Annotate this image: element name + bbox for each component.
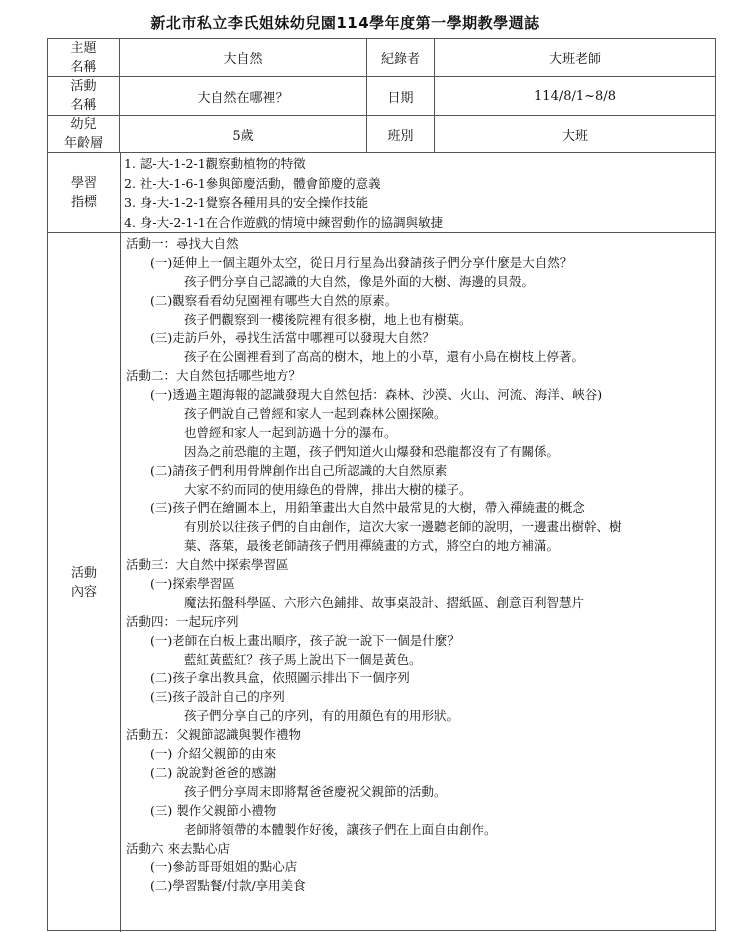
content-lines xyxy=(120,235,715,896)
activity-step: (二)孩子拿出教具盒，依照圖示排出下一個序列 xyxy=(150,670,410,686)
activity-heading: 活動六 來去點心店 xyxy=(126,840,230,856)
goal-item: 3. 身-大-1-2-1覺察各種用具的安全操作技能 xyxy=(124,195,369,210)
activity-step: (三)走訪戶外，尋找生活當中哪裡可以發現大自然？ xyxy=(150,330,435,346)
recorder-value: 大班老師 xyxy=(548,52,601,67)
activity-note: 藍紅黃藍紅？孩子馬上說出下一個是黃色。 xyxy=(184,651,422,667)
activity-heading: 活動二：大自然包括哪些地方？ xyxy=(126,368,302,384)
activity-step: (二)學習點餐/付款/享用美食 xyxy=(150,878,306,894)
content-label: 活動 內容 xyxy=(48,233,121,932)
activity-step: (三)孩子設計自己的序列 xyxy=(150,689,285,705)
activity-step: (一)老師在白板上畫出順序，孩子說一說下一個是什麼？ xyxy=(150,632,460,648)
activity-step: (一)延伸上一個主題外太空，從日月行星為出發請孩子們分享什麼是大自然？ xyxy=(150,254,573,270)
activity-note: 魔法拓盤科學區、六形六色鋪排、故事桌設計、摺紙區、創意百利智慧片 xyxy=(184,594,585,610)
activity-row xyxy=(48,77,715,116)
recorder-label: 紀錄者 xyxy=(367,39,435,76)
activity-heading: 活動四：一起玩序列 xyxy=(126,613,239,629)
activity-note: 孩子們觀察到一樓後院裡有很多樹，地上也有樹葉。 xyxy=(184,311,472,327)
activity-step: (三)孩子們在繪圖本上，用鉛筆畫出大自然中最常見的大樹，帶入禪繞畫的概念 xyxy=(150,500,585,516)
activity-step: (一)透過主題海報的認識發現大自然包括：森林、沙漠、火山、河流、海洋、峽谷) xyxy=(150,387,603,403)
age-label: 幼兒 年齡層 xyxy=(48,116,120,152)
content-row xyxy=(48,233,715,932)
activity-note: 孩子們分享自己的序列，有的用顏色有的用形狀。 xyxy=(184,708,460,724)
class-label: 班別 xyxy=(367,116,435,152)
activity-note: 老師將領帶的本體製作好後，讓孩子們在上面自由創作。 xyxy=(184,821,497,837)
activity-step: (二)觀察看看幼兒園裡有哪些大自然的原素。 xyxy=(150,292,398,308)
goal-item: 1. 認-大-1-2-1觀察動植物的特徵 xyxy=(124,156,306,171)
goal-item: 2. 社-大-1-6-1參與節慶活動，體會節慶的意義 xyxy=(124,175,381,191)
activity-note: 孩子們說自己曾經和家人一起到森林公園探險。 xyxy=(184,406,447,422)
activity-step: (二) 說說對爸爸的感謝 xyxy=(150,764,277,780)
journal-table xyxy=(47,38,716,931)
activity-step: (一) 介紹父親節的由來 xyxy=(150,746,277,762)
activity-heading: 活動一：尋找大自然 xyxy=(126,236,239,251)
activity-step: (三) 製作父親節小禮物 xyxy=(150,802,277,818)
activity-note: 因為之前恐龍的主題，孩子們知道火山爆發和恐龍都沒有了有關係。 xyxy=(184,443,560,459)
activity-note: 葉、落葉，最後老師請孩子們用禪繞畫的方式，將空白的地方補滿。 xyxy=(184,538,560,554)
activity-note: 孩子們分享自己認識的大自然，像是外面的大樹、海邊的貝殼。 xyxy=(184,273,535,289)
theme-row xyxy=(48,39,715,77)
activity-heading: 活動五：父親節認識與製作禮物 xyxy=(126,727,302,743)
activity-note: 大家不約而同的使用綠色的骨牌，排出大樹的樣子。 xyxy=(184,481,472,497)
goals-row xyxy=(48,153,715,233)
activity-step: (二)請孩子們利用骨牌創作出自己所認識的大自然原素 xyxy=(150,462,448,478)
activity-note: 也曾經和家人一起到訪過十分的瀑布。 xyxy=(184,424,397,440)
activity-note: 孩子在公園裡看到了高高的樹木，地上的小草，還有小鳥在樹枝上停著。 xyxy=(184,349,585,365)
goals-label: 學習 指標 xyxy=(48,153,121,232)
activity-note: 孩子們分享周末即將幫爸爸慶祝父親節的活動。 xyxy=(184,783,447,799)
activity-note: 有別於以往孩子們的自由創作，這次大家一邊聽老師的說明，一邊畫出樹幹、樹 xyxy=(184,519,622,535)
activity-step: (一)參訪哥哥姐姐的點心店 xyxy=(150,859,298,875)
activity-value: 大自然在哪裡？ xyxy=(120,77,367,115)
activity-heading: 活動三：大自然中探索學習區 xyxy=(126,557,289,573)
theme-value: 大自然 xyxy=(120,39,367,76)
page-title: 新北市私立李氏姐妹幼兒園114學年度第一學期教學週誌 xyxy=(150,14,540,32)
date-label: 日期 xyxy=(367,77,435,115)
goal-item: 4. 身-大-2-1-1在合作遊戲的情境中練習動作的協調與敏捷 xyxy=(124,214,444,230)
age-row xyxy=(48,116,715,153)
age-value: 5歲 xyxy=(120,116,367,152)
date-value: 114/8/1~8/8 xyxy=(534,88,616,104)
activity-label: 活動 名稱 xyxy=(48,77,120,115)
goals-list xyxy=(120,154,715,232)
theme-label: 主題 名稱 xyxy=(48,39,120,76)
activity-step: (一)探索學習區 xyxy=(150,576,235,592)
class-value: 大班 xyxy=(561,128,588,144)
